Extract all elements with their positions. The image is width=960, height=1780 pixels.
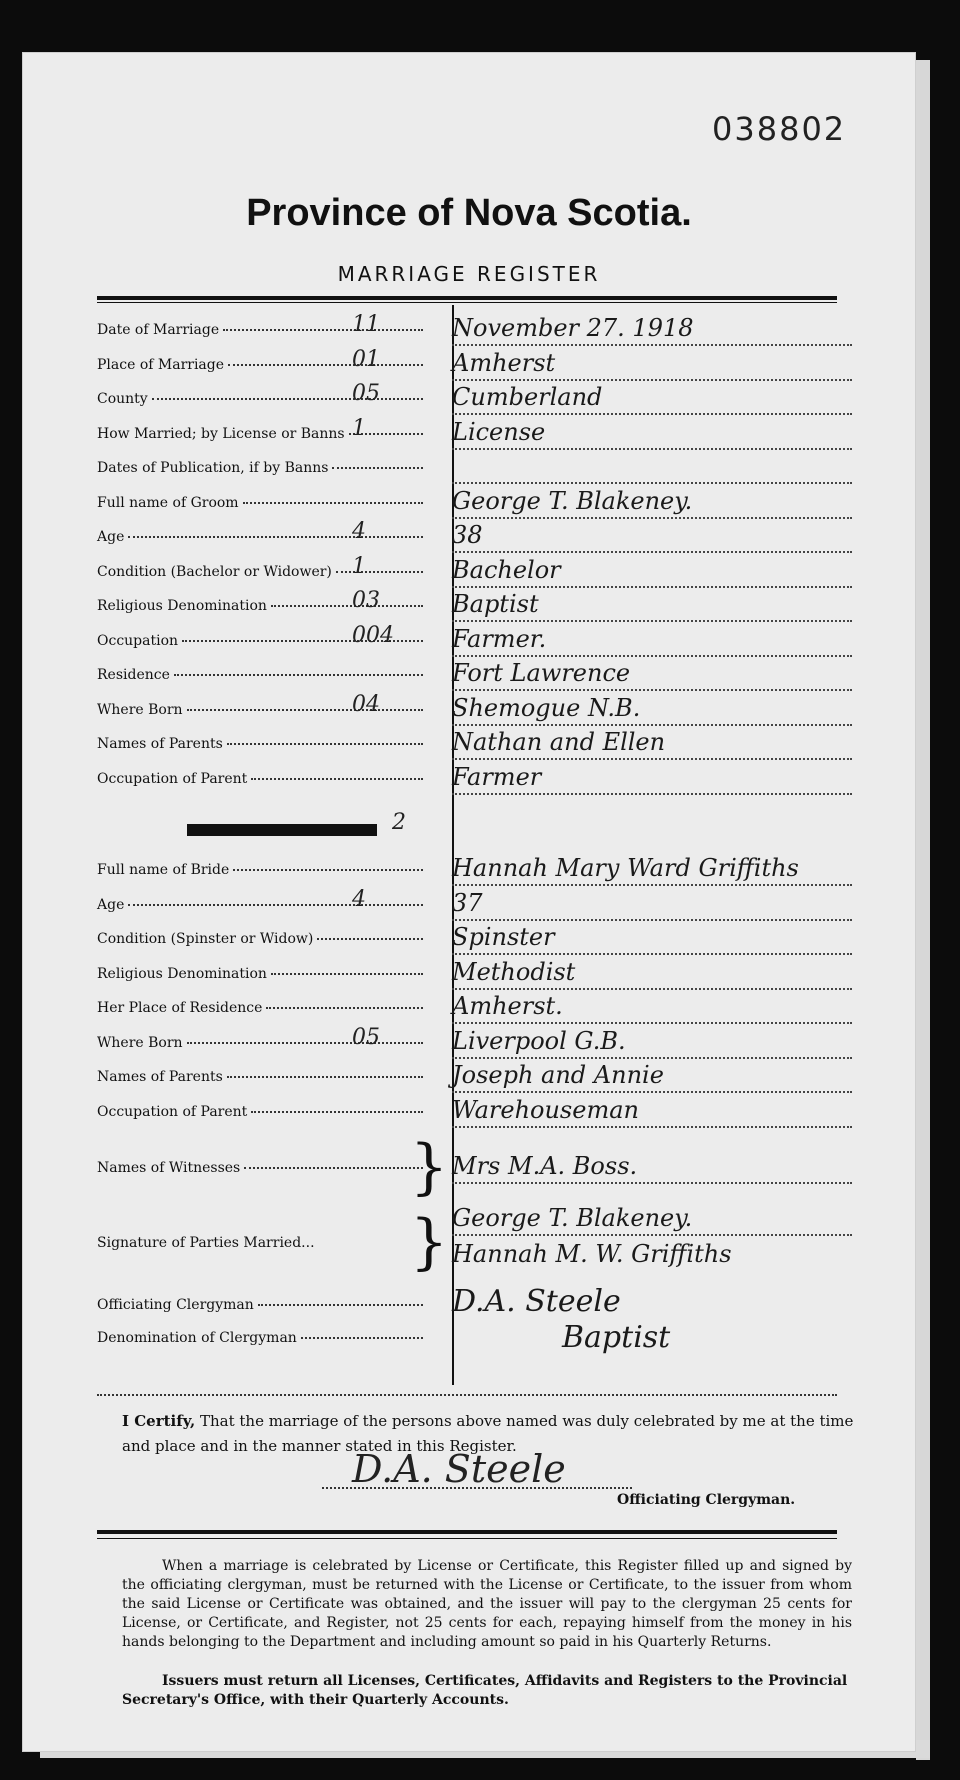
certify-body: That the marriage of the persons above named was duly celebrated by me at the time and place and in the manner stated in this Register. [122, 1412, 854, 1455]
field-code: 05 [352, 381, 380, 406]
clergyman-row [97, 1297, 427, 1325]
dot-leader [258, 1304, 423, 1306]
field-value: Bachelor [452, 556, 852, 588]
field-label: Occupation [97, 632, 179, 649]
witnesses-value: Mrs M.A. Boss. [452, 1152, 852, 1184]
groom-signature: George T. Blakeney. [452, 1204, 852, 1236]
footer-paragraph: When a marriage is celebrated by License or Certificate, this Register filled up and signed by the officiating clergyman, must be returned with the License or Certificate, to the issuer from whom the said License or Certificate was obtained, and the issuer will pay to the clergyman 25 cents for License, or Certificate, and Register, not 25 cents for each, repaying himself from the money in his hands belonging to the Department and including amount so paid in his Quarterly Returns. [122, 1558, 852, 1650]
field-value: Liverpool G.B. [452, 1027, 852, 1059]
field-label: County [97, 391, 148, 407]
field-row [97, 931, 427, 959]
dot-leader [233, 869, 423, 871]
field-value: Spinster [452, 923, 852, 955]
field-value [452, 452, 852, 484]
section-code: 2 [392, 810, 406, 835]
field-label: Age [97, 529, 125, 545]
signatures-row [97, 1235, 427, 1263]
field-label: Occupation of Parent [97, 1103, 248, 1120]
field-value: November 27. 1918 [452, 314, 852, 346]
field-label: Religious Denomination [97, 965, 267, 982]
field-label: Dates of Publication, if by Banns [97, 460, 329, 476]
field-row [97, 736, 427, 764]
document-number: 038802 [712, 110, 847, 148]
field-label: Place of Marriage [97, 356, 225, 373]
dot-leader [251, 778, 423, 780]
dot-leader [317, 938, 423, 940]
field-value: 37 [452, 889, 852, 921]
dot-leader [187, 1042, 423, 1044]
dot-leader [271, 973, 423, 975]
clergyman-value: D.A. Steele [452, 1284, 621, 1319]
field-value: Warehouseman [452, 1096, 852, 1128]
dot-leader [227, 743, 423, 745]
field-code: 01 [352, 346, 380, 372]
field-label: Residence [97, 667, 170, 683]
field-row [97, 460, 427, 488]
dot-leader [228, 364, 423, 366]
dot-leader [271, 605, 423, 607]
bride-signature: Hannah M. W. Griffiths [452, 1240, 732, 1268]
field-value: Fort Lawrence [452, 659, 852, 691]
field-label: How Married; by License or Banns [97, 425, 345, 442]
witnesses-label: Names of Witnesses [97, 1160, 241, 1176]
dot-leader [174, 674, 423, 676]
dot-leader [251, 1111, 423, 1113]
field-value: License [452, 418, 852, 450]
redacted-heading-bar [187, 824, 377, 836]
field-label: Full name of Groom [97, 494, 239, 511]
field-value: Farmer [452, 763, 852, 795]
dot-leader [244, 1167, 423, 1169]
field-label: Names of Parents [97, 736, 223, 752]
footer-rule [97, 1530, 837, 1534]
field-value: Hannah Mary Ward Griffiths [452, 854, 852, 886]
dot-leader [152, 398, 423, 400]
field-label: Names of Parents [97, 1069, 223, 1085]
field-label: Date of Marriage [97, 322, 220, 338]
field-label: Age [97, 896, 125, 913]
field-value: George T. Blakeney. [452, 487, 852, 519]
certify-caption: Officiating Clergyman. [617, 1492, 796, 1508]
dot-leader [128, 536, 423, 538]
field-label: Religious Denomination [97, 598, 267, 614]
header-rule-thin [97, 302, 837, 303]
signatures-label: Signature of Parties Married... [97, 1235, 315, 1251]
dot-leader [332, 467, 423, 469]
field-row [97, 529, 427, 557]
footer-rule-thin [97, 1538, 837, 1539]
witnesses-brace: } [410, 1132, 449, 1202]
field-label: Where Born [97, 701, 183, 718]
field-label: Full name of Bride [97, 862, 230, 878]
dot-leader [301, 1337, 423, 1339]
field-code: 004 [352, 622, 394, 648]
field-value: Farmer. [452, 625, 852, 657]
field-value: Methodist [452, 958, 852, 990]
certify-lead: I Certify, [122, 1412, 196, 1430]
field-label: Occupation of Parent [97, 770, 248, 787]
signatures-brace: } [410, 1207, 449, 1277]
clergyman-label: Officiating Clergyman [97, 1297, 254, 1313]
footer-instruction: Issuers must return all Licenses, Certificates, Affidavits and Registers to the Provincial Secretary's Office, with their Quarterly Accounts. [122, 1673, 848, 1708]
field-row [97, 495, 427, 523]
field-value: Baptist [452, 590, 852, 622]
field-value: Nathan and Ellen [452, 728, 852, 760]
field-value: Cumberland [452, 383, 852, 415]
denomination-clergyman-row [97, 1330, 427, 1358]
form-subtitle: MARRIAGE REGISTER [337, 262, 601, 286]
denomination-clergyman-value: Baptist [562, 1320, 671, 1355]
field-code: 4 [352, 886, 366, 912]
field-value: Amherst. [452, 992, 852, 1024]
field-row [97, 426, 427, 454]
field-row [97, 771, 427, 799]
form-title: Province of Nova Scotia. [246, 192, 692, 234]
field-row [97, 897, 427, 925]
field-code: 03 [352, 588, 380, 613]
dot-leader [128, 904, 423, 906]
dot-leader [243, 502, 423, 504]
field-row [97, 966, 427, 994]
signature-line [322, 1487, 632, 1489]
field-value: Amherst [452, 349, 852, 381]
dot-leader [187, 709, 423, 711]
witnesses-row [97, 1160, 427, 1188]
field-label: Condition (Spinster or Widow) [97, 931, 314, 947]
certify-divider [97, 1394, 837, 1398]
field-code: 1 [352, 553, 366, 579]
register-form [22, 52, 916, 1752]
denomination-clergyman-label: Denomination of Clergyman [97, 1330, 297, 1346]
field-label: Where Born [97, 1034, 183, 1051]
field-value: Joseph and Annie [452, 1061, 852, 1093]
field-code: 04 [352, 691, 380, 717]
field-value: Shemogue N.B. [452, 694, 852, 726]
dot-leader [266, 1007, 423, 1009]
field-row [97, 1104, 427, 1132]
dot-leader [336, 571, 423, 573]
paper-edge [916, 60, 930, 1760]
field-code: 11 [352, 312, 380, 337]
dot-leader [223, 329, 423, 331]
certify-signature: D.A. Steele [352, 1447, 566, 1491]
field-label: Her Place of Residence [97, 1000, 263, 1016]
field-code: 05 [352, 1024, 380, 1050]
field-code: 4 [352, 519, 366, 544]
field-code: 1 [352, 415, 366, 441]
field-row [97, 862, 427, 890]
field-label: Condition (Bachelor or Widower) [97, 563, 332, 580]
field-row [97, 1069, 427, 1097]
dot-leader [227, 1076, 423, 1078]
header-rule [97, 296, 837, 300]
field-value: 38 [452, 521, 852, 553]
